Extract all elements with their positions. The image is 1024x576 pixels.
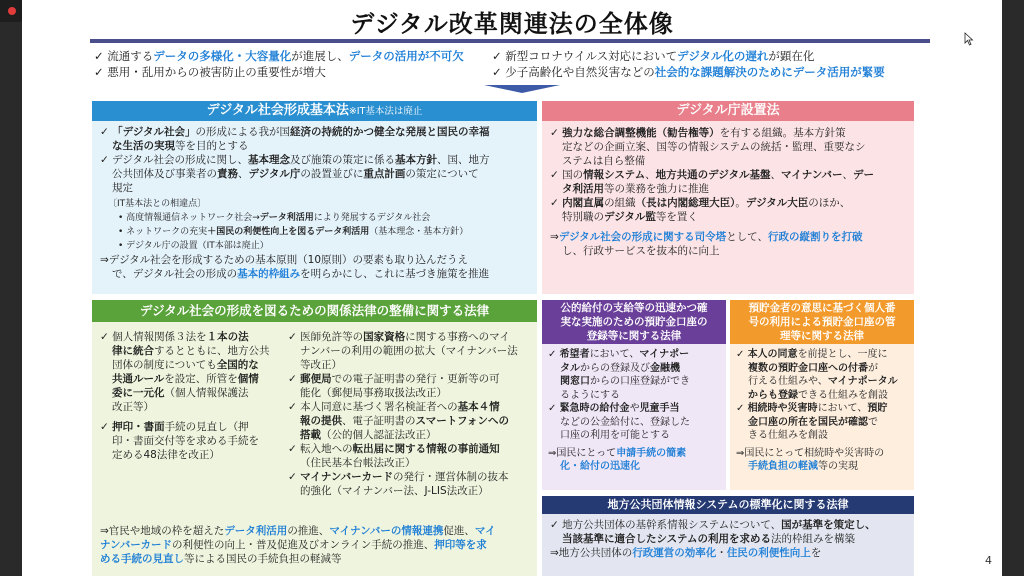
summary-left-2: ✓ 悪用・乱用からの被害防止の重要性が増大: [94, 65, 326, 79]
public-payment-header: 公的給付の支給等の迅速かつ確 実な実施のための預貯金口座の 登録等に関する法律: [542, 300, 726, 344]
slide-title: デジタル改革関連法の全体像: [350, 10, 674, 38]
title-underline: [90, 39, 930, 43]
recording-indicator-icon: [8, 7, 16, 15]
down-chevron-icon: [484, 85, 560, 93]
local-systems-box: [542, 496, 914, 576]
local-systems-header: 地方公共団体情報システムの標準化に関する法律: [542, 496, 914, 514]
deposit-account-box: [730, 300, 914, 490]
related-laws-left-col: ✓ 個人情報関係３法を１本の法 律に統合するとともに、地方公共 団体の制度についても全国的な 共通ルールを設定、所管を個情 委に一元化（個人情報保護法 改正等） ✓ 押印・書面手続の見直し（押 印・書面交付等を求める手続を 定める48法律を改正）: [100, 331, 270, 461]
summary-left-1: ✓ 流通するデータの多様化・大容量化が進展し、データの活用が不可欠: [94, 49, 464, 63]
deposit-account-body: ✓ 本人の同意を前提とし、一度に 複数の預貯金口座への付番が 行える仕組みや、マイナポータル からも登録できる仕組みを創設 ✓ 相続時や災害時において、預貯 金口座の所在を国民が確認で きる仕組みを創設 ⇒国民にとって相続時や災害時の 手続負担の軽減等の実現: [736, 349, 898, 472]
related-laws-right-col: ✓ 医師免許等の国家資格に関する事務へのマイ ナンバーの利用の範囲の拡大（マイナンバー法 等改正） ✓ 郵便局での電子証明書の発行・更新等の可 能化（郵便局事務取扱法改正） ✓ 本人同意に基づく署名検証者への基本４情 報の提供、電子証明書のスマートフォンへの 搭載（公的個人認証法改正） ✓ 転入地への転出届に関する情報の事前通知 （住民基本台帳法改正） ✓ マイナンバーカードの発行・運営体制の抜本 的強化（マイナンバー法、J-LIS法改正）: [288, 331, 518, 497]
basic-law-box: [92, 101, 537, 294]
right-margin: [1002, 0, 1024, 576]
related-laws-header: デジタル社会の形成を図るための関係法律の整備に関する法律: [92, 300, 537, 322]
public-payment-body: ✓ 希望者において、マイナポー タルからの登録及び金融機 関窓口からの口座登録ができ るようにする ✓ 緊急時の給付金や児童手当 などの公金給付に、登録した 口座の利用を可能とする ⇒国民にとって申請手続の簡素 化・給付の迅速化: [548, 349, 690, 472]
public-payment-box: [542, 300, 726, 490]
page-number: 4: [985, 554, 992, 567]
basic-law-header: デジタル社会形成基本法※IT基本法は廃止: [92, 101, 537, 121]
mouse-cursor-icon: [964, 32, 974, 46]
related-laws-conclusion: ⇒官民や地域の枠を超えたデータ利活用の推進、マイナンバーの情報連携促進、マイ ナンバーカードの利便性の向上・普及促進及びオンライン手続の推進、押印等を求 める手続の見直し等による国民の手続負担の軽減等: [100, 525, 496, 565]
local-systems-body: ✓ 地方公共団体の基幹系情報システムについて、国が基準を策定し、 当該基準に適合したシステムの利用を求める法的枠組みを構築 ⇒地方公共団体の行政運営の効率化・住民の利便性向上を: [550, 519, 876, 559]
summary-right-2: ✓ 少子高齢化や自然災害などの社会的な課題解決のためにデータ活用が緊要: [492, 65, 885, 79]
deposit-account-header: 預貯金者の意思に基づく個人番 号の利用による預貯金口座の管 理等に関する法律: [730, 300, 914, 344]
left-margin: [0, 22, 22, 576]
basic-law-body: ✓ 「デジタル社会」の形成による我が国経済の持続的かつ健全な発展と国民の幸福 な生活の実現等を目的とする ✓ デジタル社会の形成に関し、基本理念及び施策の策定に係る基本方針、国、地方 公共団体及び事業者の責務、デジタル庁の設置並びに重点計画の策定について 規定 〔IT基本法との相違点〕 • 高度情報通信ネットワーク社会→データ利活用により発展するデジタル社会 • ネットワークの充実＋国民の利便性向上を図るデータ利活用（基本理念・基本方針） • デジタル庁の設置（IT本部は廃止） ⇒デジタル社会を形成するための基本原則（10原則）の要素も取り込んだうえ で、デジタル社会の形成の基本的枠組みを明らかにし、これに基づき施策を推進: [100, 126, 490, 280]
agency-law-header: デジタル庁設置法: [542, 101, 914, 121]
agency-law-body: ✓ 強力な総合調整機能（勧告権等）を有する組織。基本方針策 定などの企画立案、国等の情報システムの統括・監理、重要なシ ステムは自ら整備 ✓ 国の情報システム、地方共通のデジタル基盤、マイナンバー、デー タ利活用等の業務を強力に推進 ✓ 内閣直属の組織（長は内閣総理大臣）。デジタル大臣のほか、 特別職のデジタル監等を置く ⇒デジタル社会の形成に関する司令塔として、行政の縦割りを打破 し、行政サービスを抜本的に向上: [550, 127, 874, 257]
shared-slide: [22, 0, 1002, 576]
agency-law-box: [542, 101, 914, 294]
summary-right-1: ✓ 新型コロナウイルス対応においてデジタル化の遅れが顕在化: [492, 49, 815, 63]
related-laws-box: [92, 300, 537, 576]
